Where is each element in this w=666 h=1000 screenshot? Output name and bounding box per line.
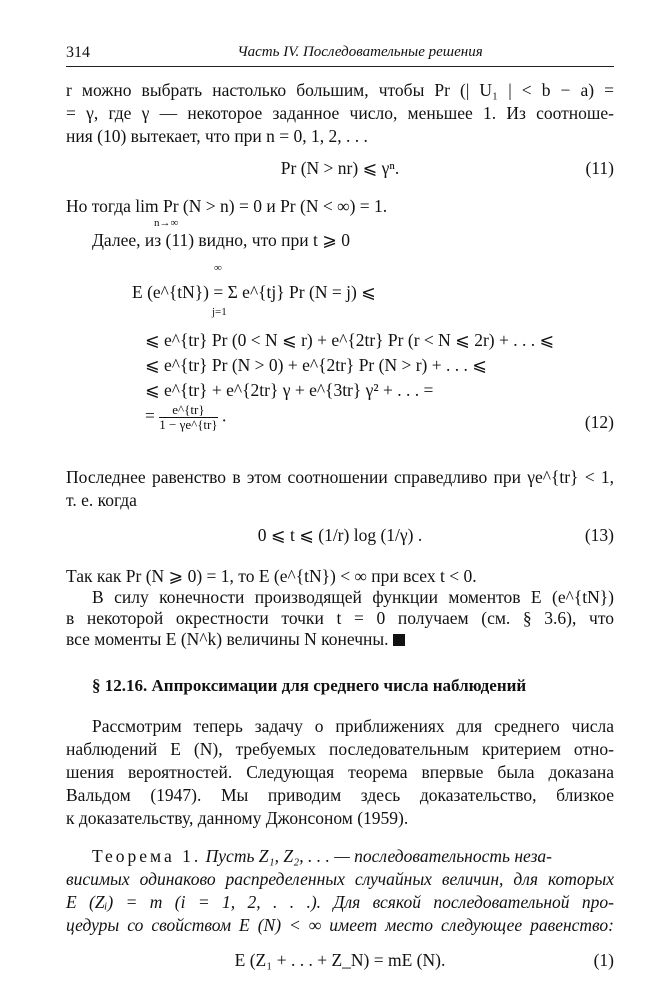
text-line: в некоторой окрестности точки t = 0 получаем (см. § 3.6), что: [66, 608, 614, 628]
equation-number: (1): [593, 950, 614, 970]
theorem-text: Пусть Z₁, Z₂, . . . — последовательность неза-: [205, 846, 552, 866]
theorem-line: E (Zᵢ) = m (i = 1, 2, . . .). Для всякой последовательной про-: [66, 892, 614, 912]
text-line: Рассмотрим теперь задачу о приближениях для среднего числа: [92, 716, 614, 736]
text-line: шения вероятностей. Следующая теорема впервые была доказана: [66, 762, 614, 782]
text-line: [66, 629, 614, 650]
text-line-content: все моменты E (N^k) величины N конечны.: [66, 629, 389, 649]
page-number: 314: [66, 44, 90, 61]
equation-12-line: ⩽ e^{tr} Pr (0 < N ⩽ r) + e^{2tr} Pr (r < N ⩽ 2r) + . . . ⩽: [145, 330, 555, 350]
text-line: Последнее равенство в этом соотношении справедливо при γe^{tr} < 1,: [66, 467, 614, 487]
equation-13: 0 ⩽ t ⩽ (1/r) log (1/γ) .: [257, 525, 423, 545]
section-heading: § 12.16. Аппроксимации для среднего числа наблюдений: [92, 676, 527, 695]
limit-subscript: n→∞: [154, 217, 179, 229]
text-line: Далее, из (11) видно, что при t ⩾ 0: [92, 230, 351, 250]
sum-upper-limit: ∞: [214, 262, 222, 274]
equation-number: (13): [584, 525, 614, 545]
equation-12-line: ⩽ e^{tr} Pr (N > 0) + e^{2tr} Pr (N > r) + . . . ⩽: [145, 355, 487, 375]
theorem-line: висимых одинаково распределенных случайных величин, для которых: [66, 869, 614, 889]
text-line: наблюдений E (N), требуемых последовательным критерием отно-: [66, 739, 614, 759]
text-line: r можно выбрать настолько большим, чтобы Pr (| U₁ | < b − a) =: [66, 80, 614, 100]
text-line: Но тогда lim Pr (N > n) = 0 и Pr (N < ∞) = 1.: [66, 196, 388, 216]
theorem-label: Теорема 1.: [92, 846, 202, 866]
text-line: Вальдом (1947). Мы приводим здесь доказательство, близкое: [66, 785, 614, 805]
text-line: т. е. когда: [66, 490, 137, 510]
equation-1: E (Z₁ + . . . + Z_N) = mE (N).: [234, 950, 446, 970]
text-line: к доказательству, данному Джонсоном (1959).: [66, 808, 409, 828]
equation-11: Pr (N > nr) ⩽ γⁿ.: [280, 158, 400, 178]
equation-12-line: ⩽ e^{tr} + e^{2tr} γ + e^{3tr} γ² + . . . =: [145, 380, 434, 400]
theorem-line: [92, 846, 614, 867]
equation-12-line: E (e^{tN}) = Σ e^{tj} Pr (N = j) ⩽: [132, 282, 376, 302]
running-title: Часть IV. Последовательные решения: [237, 44, 483, 60]
equation-number: (12): [584, 412, 614, 432]
equation-12-fraction: = $\frac{e\^{}\{tr\}}{1 - \gamma e\^{}\{tr\}}$ .: [145, 402, 227, 432]
text-line: Так как Pr (N ⩾ 0) = 1, то E (e^{tN}) < ∞ при всех t < 0.: [66, 566, 477, 586]
text-line: ния (10) вытекает, что при n = 0, 1, 2, . . .: [66, 126, 368, 146]
text-line: = γ, где γ — некоторое заданное число, меньшее 1. Из соотноше-: [66, 103, 614, 123]
equation-number: (11): [585, 158, 614, 178]
text-line: В силу конечности производящей функции моментов E (e^{tN}): [92, 587, 614, 607]
fraction: $\frac{e\^{}\{tr\}}{1 - \gamma e\^{}\{tr\}}$: [159, 402, 218, 432]
qed-square-icon: [393, 634, 405, 646]
sum-lower-limit: j=1: [212, 306, 227, 318]
running-header: [66, 44, 614, 67]
theorem-line: цедуры со свойством E (N) < ∞ имеет место следующее равенство:: [66, 915, 614, 935]
